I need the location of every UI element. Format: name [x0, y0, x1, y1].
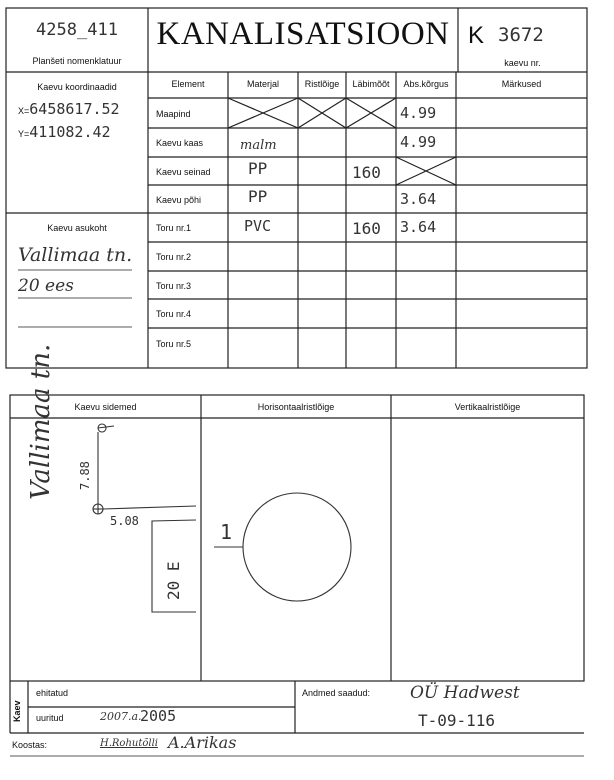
- coord-x-value: 6458617.52: [29, 100, 120, 118]
- well-circle-plan: [243, 493, 351, 601]
- location-line1: Vallimaa tn.: [18, 244, 133, 266]
- col-materjal: Materjal: [246, 79, 279, 89]
- building-label: 20 E: [164, 561, 183, 600]
- well-prefix: K: [468, 22, 485, 49]
- surveyed-label: uuritud: [36, 713, 64, 723]
- compiled-printed: H.Rohutõlli: [100, 738, 158, 749]
- location-label: Kaevu asukoht: [47, 223, 107, 233]
- data-source-company: OÜ Hadwest: [410, 683, 520, 703]
- well-number-label: kaevu nr.: [504, 58, 541, 68]
- col-element: Element: [171, 79, 205, 89]
- col-abs-korgus: Abs.kõrgus: [403, 79, 449, 89]
- row-materjal: PP: [248, 159, 268, 178]
- form-title: KANALISATSIOON: [156, 16, 450, 52]
- data-source-label: Andmed saadud:: [302, 688, 371, 698]
- row-element: Kaevu põhi: [156, 195, 202, 205]
- nomenclature-value: 4258_411: [36, 20, 118, 40]
- dimension-line-horizontal: [103, 506, 196, 509]
- coord-y-prefix: Y=: [18, 129, 30, 139]
- row-element: Toru nr.5: [156, 339, 192, 349]
- built-label: ehitatud: [36, 688, 69, 698]
- surveyed-printed: 2007.a.: [100, 710, 142, 723]
- row-element: Kaevu seinad: [156, 167, 211, 177]
- data-source-code: T-09-116: [418, 711, 496, 730]
- row-abs: 4.99: [400, 104, 437, 122]
- row-element: Toru nr.1: [156, 223, 192, 233]
- row-materjal: PP: [248, 187, 268, 206]
- sketch-street-name: Vallimaa tn.: [26, 343, 56, 500]
- col-ristloige: Ristlõige: [304, 79, 340, 89]
- row-element: Toru nr.4: [156, 309, 192, 319]
- compiled-label: Koostas:: [12, 740, 48, 750]
- row-abs: 3.64: [400, 190, 437, 208]
- col-kaevu-sidemed: Kaevu sidemed: [74, 402, 137, 412]
- row-element: Maapind: [156, 109, 191, 119]
- col-horisontaal: Horisontaalristlõige: [257, 402, 335, 412]
- row-labimoot: 160: [352, 219, 381, 238]
- footer-side-label: Kaev: [12, 700, 22, 722]
- row-element: Kaevu kaas: [156, 138, 204, 148]
- pipe-number-label: 1: [220, 520, 233, 544]
- col-labimoot: Läbimõõt: [352, 79, 390, 89]
- col-markused: Märkused: [501, 79, 542, 89]
- surveyed-hand: 2005: [140, 707, 177, 725]
- row-abs: 3.64: [400, 218, 437, 236]
- row-element: Toru nr.2: [156, 252, 192, 262]
- nomenclature-label: Planšeti nomenklatuur: [32, 56, 122, 66]
- compiled-signature: A.Arikas: [168, 733, 237, 752]
- location-line2: 20 ees: [18, 276, 74, 296]
- dimension-vertical-label: 7.88: [78, 461, 92, 490]
- row-element: Toru nr.3: [156, 281, 192, 291]
- coord-y-value: 411082.42: [29, 123, 111, 141]
- dimension-horizontal-label: 5.08: [110, 514, 139, 528]
- well-number-value: 3672: [498, 24, 544, 46]
- coord-x-prefix: X=: [18, 106, 30, 116]
- coords-label: Kaevu koordinaadid: [37, 82, 117, 92]
- row-materjal: malm: [240, 138, 277, 153]
- row-labimoot: 160: [352, 163, 381, 182]
- row-materjal: PVC: [244, 217, 272, 235]
- row-abs: 4.99: [400, 133, 437, 151]
- col-vertikaal: Vertikaalristlõige: [454, 402, 521, 412]
